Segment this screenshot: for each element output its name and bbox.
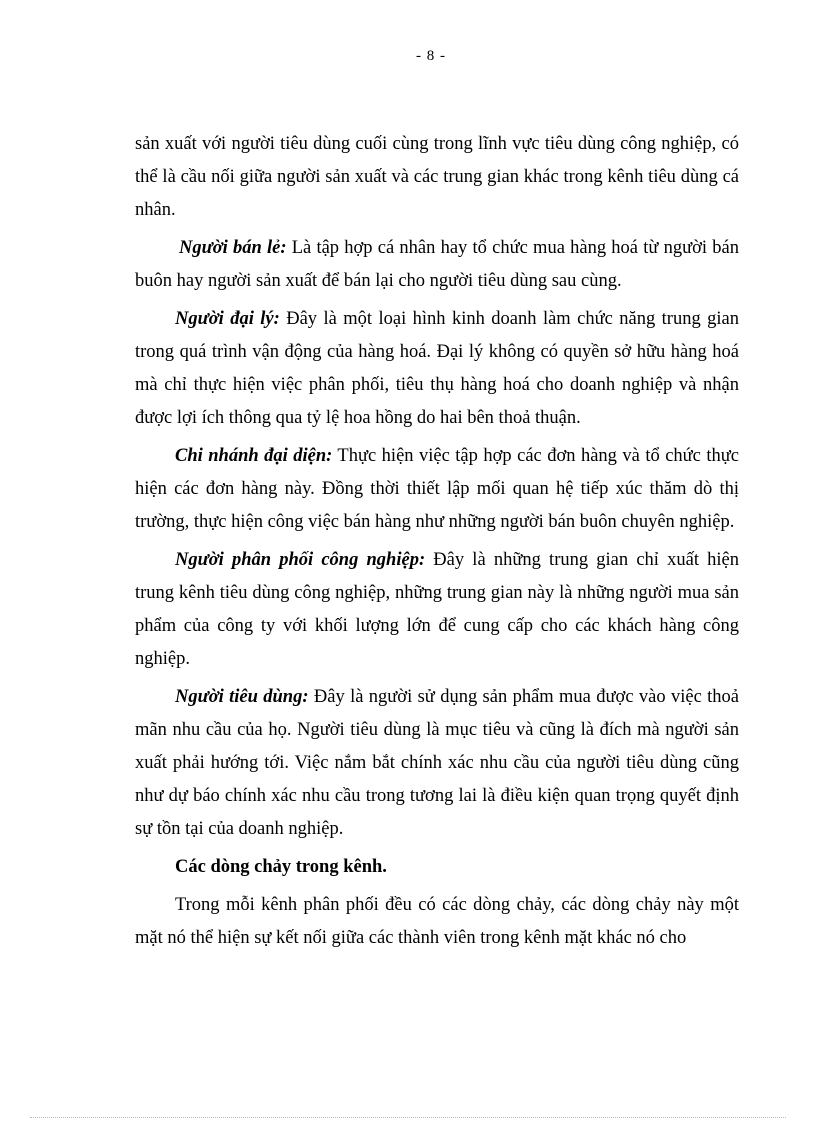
document-body [135,128,739,960]
paragraph-agent-text: Đây là một loại hình kinh doanh làm chức năng trung gian trong quá trình vận động của hàng hoá. Đại lý không có quyền sở hữu hàng hoá mà chỉ thực hiện việc phân phối, tiêu thụ hàng hoá cho doanh nghiệp và nhận được lợi ích thông qua tỷ lệ hoa hồng do hai bên thoả thuận. [135,309,739,428]
paragraph-consumer [135,681,739,846]
paragraph-consumer-text: Đây là người sử dụng sản phẩm mua được vào việc thoả mãn nhu cầu của họ. Người tiêu dùng là mục tiêu và cũng là đích mà người sản xuất phải hướng tới. Việc nắm bắt chính xác nhu cầu của người tiêu dùng cũng như dự báo chính xác nhu cầu trong tương lai là điều kiện quan trọng quyết định sự tồn tại của doanh nghiệp. [135,687,740,839]
term-branch: Chi nhánh đại diện: [175,446,333,466]
term-agent: Người đại lý: [175,309,280,329]
page-bottom-divider [30,1117,786,1118]
paragraph-channel-flows: Trong mỗi kênh phân phối đều có các dòng chảy, các dòng chảy này một mặt nó thể hiện sự kết nối giữa các thành viên trong kênh mặt khác nó cho [135,895,739,948]
paragraph-industrial-distributor [135,544,739,676]
page-number: - 8 - [416,48,446,64]
section-heading-channel-flows: Các dòng chảy trong kênh. [175,857,387,877]
term-consumer: Người tiêu dùng: [175,687,309,707]
term-retailer: Người bán lẻ: [179,238,287,258]
paragraph-retailer-text: Là tập hợp cá nhân hay tổ chức mua hàng hoá từ người bán buôn hay người sản xuất để bán lại cho người tiêu dùng sau cùng. [135,238,739,291]
paragraph-retailer [135,232,739,298]
paragraph-branch-text: Thực hiện việc tập hợp các đơn hàng và tổ chức thực hiện các đơn hàng này. Đồng thời thiết lập mối quan hệ tiếp xúc thăm dò thị trường, thực hiện công việc bán hàng như những người bán buôn chuyên nghiệp. [135,446,739,532]
paragraph-agent [135,303,739,435]
paragraph-wholesaler-continuation: sản xuất với người tiêu dùng cuối cùng trong lĩnh vực tiêu dùng công nghiệp, có thể là cầu nối giữa người sản xuất và các trung gian khác trong kênh tiêu dùng cá nhân. [135,134,739,220]
paragraph-branch [135,440,739,539]
term-industrial-distributor: Người phân phối công nghiệp: [175,550,426,570]
paragraph-industrial-distributor-text: Đây là những trung gian chỉ xuất hiện trung kênh tiêu dùng công nghiệp, những trung gian này là những người mua sản phẩm của công ty với khối lượng lớn để cung cấp cho các khách hàng công nghiệp. [135,550,740,669]
